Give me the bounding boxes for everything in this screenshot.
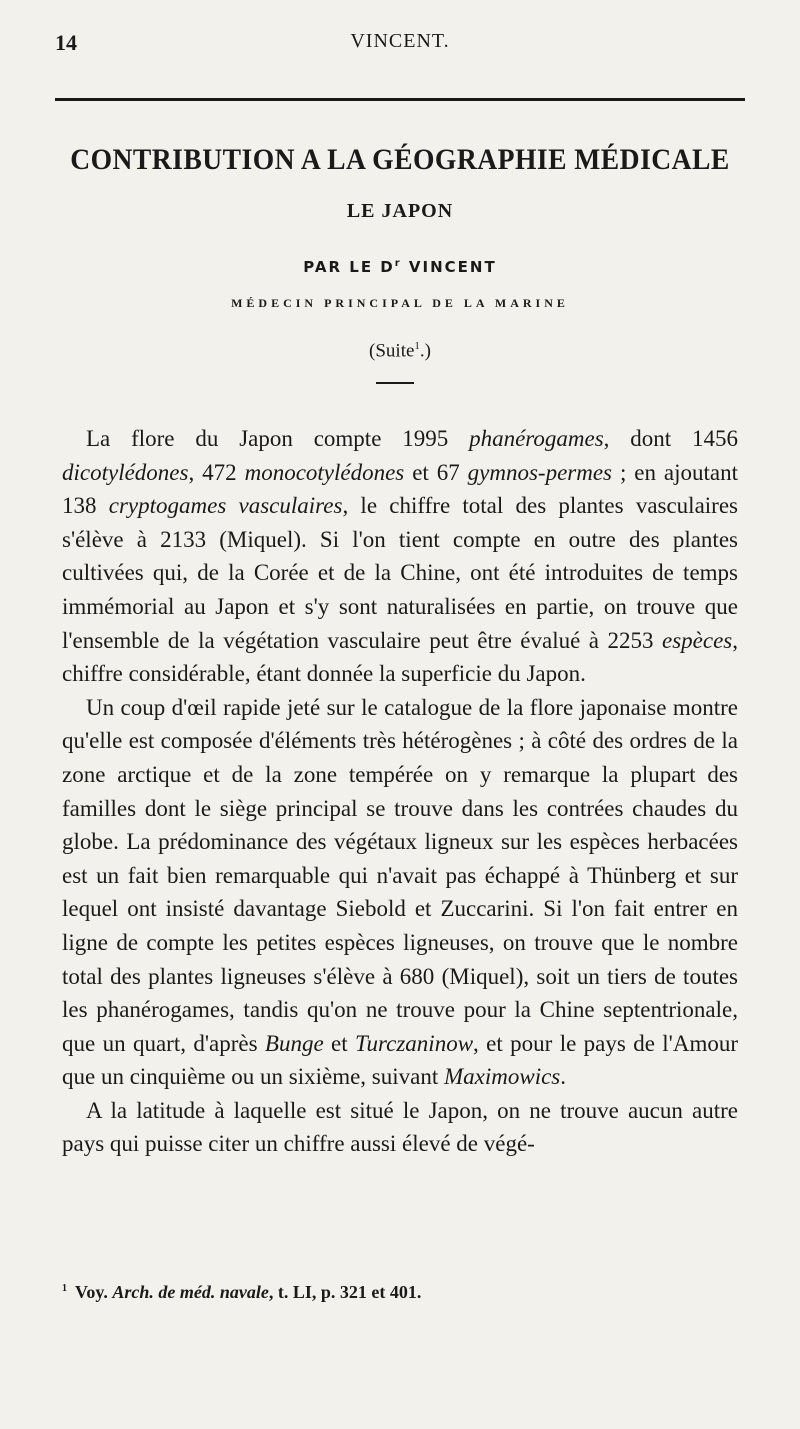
italic-term: espèces	[662, 627, 733, 653]
text-run: Un coup d'œil rapide jeté sur le catalogue de la flore japonaise montre qu'elle est composée d'éléments très hétérogènes ; à côté des ordres de la zone arctique et de la zone tempérée on y remarque la plupart des familles dont le siège principal se trouve dans les contrées chaudes du globe. La prédominance des végétaux ligneux sur les espèces herbacées est un fait bien remarquable qui n'avait pas échappé à Thünberg et sur lequel ont insisté davantage Siebold et Zuccarini. Si l'on fait entrer en ligne de compte les petites espèces ligneuses, on trouve que le nombre total des plantes ligneuses s'élève à 680 (Miquel), soit un tiers de toutes les phanérogames, tandis qu'on ne trouve pour la Chine septentrionale, que un quart, d'après	[62, 694, 738, 1056]
text-run: , le chiffre total des plantes vasculaires s'élève à 2133 (Miquel). Si l'on tient compte en outre des plantes cultivées qui, de la Corée et de la Chine, ont été introduites de temps immémorial au Japon et s'y sont naturalisées en partie, on trouve que l'ensemble de la végétation vasculaire peut être évalué à 2253	[62, 493, 738, 653]
author-name: VINCENT	[401, 258, 497, 276]
italic-term: dicotylédones	[62, 459, 189, 485]
section-divider	[376, 382, 414, 384]
header-rule	[55, 98, 745, 101]
text-run: et	[323, 1030, 356, 1056]
text-run: , chiffre considérable, étant donnée la superficie du Japon.	[62, 627, 738, 687]
italic-name: Maximowics	[443, 1064, 561, 1090]
text-run: .	[560, 1064, 566, 1090]
article-author	[0, 258, 800, 276]
author-affiliation: MÉDECIN PRINCIPAL DE LA MARINE	[231, 296, 569, 310]
footnote	[62, 1282, 738, 1303]
running-head	[55, 30, 745, 60]
text-run: Voy.	[75, 1282, 113, 1302]
italic-term: phanérogames	[469, 426, 604, 451]
article-title: CONTRIBUTION A LA GÉOGRAPHIE MÉDICALE	[70, 143, 730, 176]
text-run: , et pour le pays de l'Amour que un cinquième ou un sixième, suivant	[62, 1030, 738, 1090]
suite-label: (Suite	[369, 340, 415, 362]
text-run: , 472	[188, 459, 245, 485]
italic-name: Turczaninow	[355, 1030, 474, 1056]
italic-term: cryptogames vasculaires	[108, 493, 343, 519]
footnote-marker: 1	[62, 1283, 67, 1294]
body-text	[62, 422, 738, 1161]
suite-close: .)	[419, 340, 431, 362]
text-run: , dont 1456	[603, 426, 738, 451]
journal-title: Arch. de méd. navale	[112, 1282, 269, 1302]
text-run: La flore du Japon compte 1995	[86, 426, 470, 451]
italic-name: Bunge	[264, 1030, 324, 1056]
footnote-reference: 1	[414, 340, 420, 352]
italic-term: gymnos-permes	[467, 459, 613, 485]
continuation-note	[0, 340, 800, 362]
text-run: , t. LI, p. 321 et 401.	[268, 1282, 422, 1302]
running-title: VINCENT.	[350, 30, 450, 52]
page-number: 14	[55, 30, 77, 55]
author-prefix: PAR LE D	[303, 258, 395, 276]
paragraph-3: A la latitude à laquelle est situé le Japon, on ne trouve aucun autre pays qui puisse citer un chiffre aussi élevé de végé-	[62, 1097, 738, 1157]
author-title-sup: r	[394, 258, 402, 269]
paragraph-2	[62, 691, 738, 1094]
text-run: et 67	[404, 459, 468, 485]
italic-term: monocotylédones	[244, 459, 405, 485]
text-run: ; en ajoutant 138	[62, 459, 738, 519]
article-subtitle: LE JAPON	[346, 200, 454, 222]
paragraph-1	[62, 422, 738, 691]
